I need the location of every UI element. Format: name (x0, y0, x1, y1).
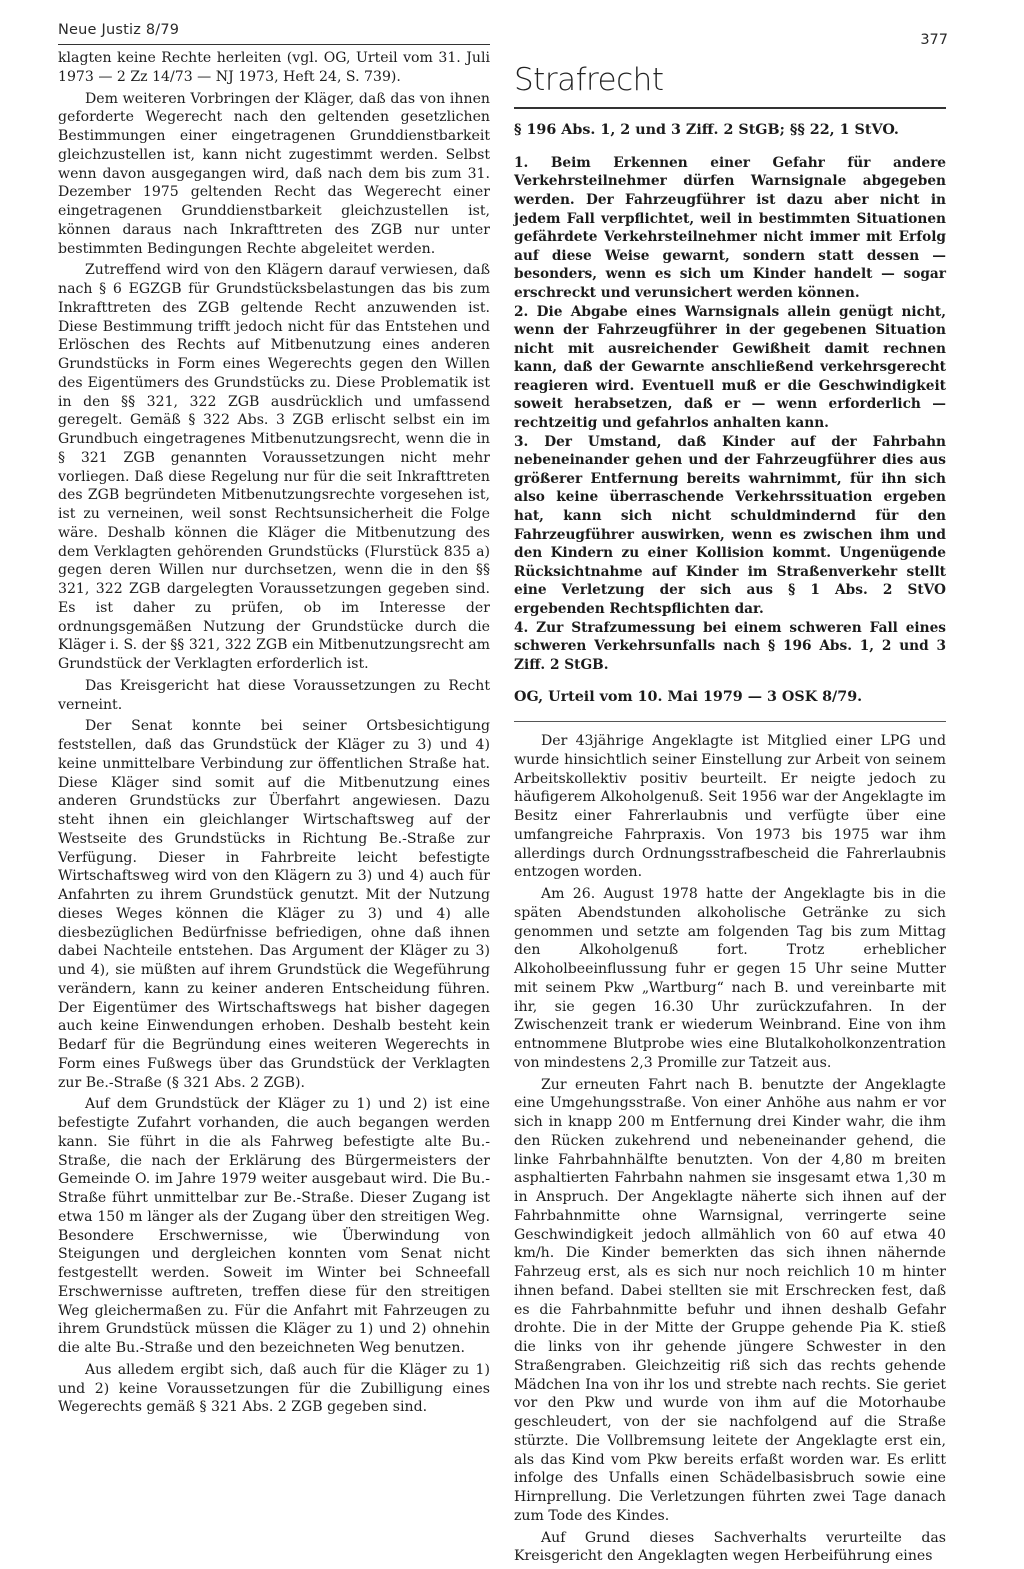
statute-reference: § 196 Abs. 1, 2 und 3 Ziff. 2 StGB; §§ 22, 1 StVO. (514, 122, 899, 138)
left-paragraph: Das Kreisgericht hat diese Voraussetzungen zu Recht verneint. (58, 677, 490, 713)
right-paragraph: Zur erneuten Fahrt nach B. benutzte der Angeklagte eine Umgehungsstraße. Von einer Anhöhe aus nahm er vor sich in knapp 200 m Entfernung drei Kinder wahr, die ihm den Rücken zukehrend und nebeneinander gehend, die linke Fahrbahnhälfte benutzten. Von der 4,80 m breiten asphaltierten Fahrbahn nahmen sie insgesamt etwa 1,30 m in Anspruch. Der Angeklagte näherte sich ihnen auf der Fahrbahnmitte ohne Warnsignal, verringerte seine Geschwindigkeit jedoch allmählich von 60 auf etwa 40 km/h. Die Kinder bemerkten das sich ihnen nähernde Fahrzeug erst, als es sich nur noch reichlich 10 m hinter ihnen befand. Dabei stellten sie mit Erschrecken fest, daß es die Fahrbahnmitte befuhr und ihnen deshalb Gefahr drohte. Die in der Mitte der Gruppe gehende Pia K. stieß die links von ihr gehende jüngere Schwester in den Straßengraben. Gleichzeitig riß sich das rechts gehende Mädchen Ina von ihr los und strebte nach rechts. Sie geriet vor den Pkw und wurde von ihm auf die Motorhaube geschleudert, von der sie nachfolgend auf die Straße stürzte. Die Vollbremsung leitete der Angeklagte erst ein, als das Kind vom Pkw bereits erfaßt worden war. Es erlitt infolge des Unfalls einen Schädelbasisbruch sowie eine Hirnprellung. Die Verletzungen führten zwei Tage danach zum Tode des Kindes. (514, 1076, 946, 1524)
headnote: 3. Der Umstand, daß Kinder auf der Fahrbahn nebeneinander gehen und der Fahrzeugführer dies aus größerer Entfernung bereits wahrnimmt, für ihn sich also keine überraschende Verkehrssituation ergeben hat, kann sich nicht schuldmindernd für den Fahrzeugführer auswirken, wenn es zwischen ihm und den Kindern zu einer Kollision kommt. Ungenügende Rücksichtnahme auf Kinder im Straßenverkehr stellt eine Verletzung der sich aus § 1 Abs. 2 StVO ergebenden Rechtspflichten dar. (514, 433, 946, 617)
citation-rule (514, 721, 946, 722)
left-paragraph: Auf dem Grundstück der Kläger zu 1) und 2) ist eine befestigte Zufahrt vorhanden, die auch begangen werden kann. Sie führt in die als Fahrweg befestigte alte Bu.-Straße, die nach der Erklärung des Bürgermeisters der Gemeinde O. im Jahre 1979 weiter ausgebaut wird. Die Bu.-Straße führt unmittelbar zur Be.-Straße. Dieser Zugang ist etwa 150 m länger als der Zugang über den streitigen Weg. Besondere Erschwernisse, wie Überwindung von Steigungen und dergleichen konnten vom Senat nicht festgestellt werden. Soweit im Winter bei Schneefall Erschwernisse auftreten, treffen diese für den streitigen Weg gleichermaßen zu. Für die Anfahrt mit Fahrzeugen zu ihrem Grundstück müssen die Kläger zu 1) und 2) ohnehin die alte Bu.-Straße und den bezeichneten Weg benutzen. (58, 1096, 490, 1356)
headnote: 2. Die Abgabe eines Warnsignals allein genügt nicht, wenn der Fahrzeugführer in der gegebenen Situation nicht mit ausreichender Gewißheit damit rechnen kann, daß der Gewarnte anschließend verkehrsgerecht reagieren wird. Eventuell muß er die Geschwindigkeit soweit herabsetzen, daß er — wenn erforderlich — rechtzeitig und gefahrlos anhalten kann. (514, 303, 946, 432)
journal-title: Neue Justiz 8/79 (58, 22, 180, 38)
left-paragraph: Aus alledem ergibt sich, daß auch für die Kläger zu 1) und 2) keine Voraussetzungen für die Zubilligung eines Wegerechts gemäß § 321 Abs. 2 ZGB gegeben sind. (58, 1361, 490, 1416)
right-paragraph: Auf Grund dieses Sachverhalts verurteilte das Kreisgericht den Angeklagten wegen Herbeiführung eines (514, 1529, 946, 1565)
left-paragraph: Dem weiteren Vorbringen der Kläger, daß das von ihnen geforderte Wegerecht nach den geltenden gesetzlichen Bestimmungen einer eingetragenen Grunddienstbarkeit gleichzustellen ist, kann nicht zugestimmt werden. Selbst wenn davon ausgegangen wird, daß nach dem bis zum 31. Dezember 1975 geltenden Recht das Wegerecht einer eingetragenen Grunddienstbarkeit gleichzustellen ist, können daraus nach Inkrafttreten des ZGB nur unter bestimmten Bedingungen Rechte abgeleitet werden. (58, 90, 490, 257)
left-paragraph: Zutreffend wird von den Klägern darauf verwiesen, daß nach § 6 EGZGB für Grundstücksbelastungen das bis zum Inkrafttreten des ZGB geltende Recht anzuwenden ist. Diese Bestimmung trifft jedoch nicht für das Entstehen und Erlöschen des Rechts auf Mitbenutzung eines anderen Grundstücks in Form eines Wegerechts gegen den Willen des Eigentümers des Grundstücks zu. Diese Problematik ist in den §§ 321, 322 ZGB ausdrücklich und umfassend geregelt. Gemäß § 322 Abs. 3 ZGB erlischt selbst ein im Grundbuch eingetragenes Mitbenutzungsrecht, wenn die in § 321 ZGB genannten Voraussetzungen nicht mehr vorliegen. Daß diese Regelung nur für die seit Inkrafttreten des ZGB begründeten Mitbenutzungsrechte vorgesehen ist, ist zu verneinen, weil sonst Rechtsunsicherheit die Folge wäre. Deshalb können die Kläger die Mitbenutzung des dem Verklagten gehörenden Grundstücks (Flurstück 835 a) gegen deren Willen nur durchsetzen, wenn die in den §§ 321, 322 ZGB dargelegten Voraussetzungen gegeben sind. Es ist daher zu prüfen, ob im Interesse der ordnungsgemäßen Nutzung der Grundstücke durch die Kläger i. S. der §§ 321, 322 ZGB ein Mitbenutzungsrecht am Grundstück der Verklagten erforderlich ist. (58, 262, 490, 672)
left-paragraph: klagten keine Rechte herleiten (vgl. OG, Urteil vom 31. Juli 1973 — 2 Zz 14/73 — NJ 1973, Heft 24, S. 739). (58, 50, 490, 85)
page-number: 377 (920, 32, 948, 48)
headnote: 4. Zur Strafzumessung bei einem schweren Fall eines schweren Verkehrsunfalls nach § 196 Abs. 1, 2 und 3 Ziff. 2 StGB. (514, 619, 946, 673)
headnotes (514, 154, 946, 675)
section-title: Strafrecht (514, 62, 664, 98)
left-paragraph: Der Senat konnte bei seiner Ortsbesichtigung feststellen, daß das Grundstück der Kläger zu 3) und 4) keine unmittelbare Verbindung zur öffentlichen Straße hat. Diese Kläger sind somit auf die Mitbenutzung eines anderen Grundstücks zur Überfahrt angewiesen. Dazu steht ihnen ein gleichlanger Wirtschaftsweg auf der Westseite des Grundstücks in Richtung Be.-Straße zur Verfügung. Dieser in Fahrbreite leicht befestigte Wirtschaftsweg wird von den Klägern zu 3) und 4) auch für Anfahrten zu ihrem Grundstück genutzt. Mit der Nutzung dieses Weges können die Kläger zu 3) und 4) alle diesbezüglichen Bedürfnisse befriedigen, ohne daß ihnen dabei Nachteile entstehen. Das Argument der Kläger zu 3) und 4), sie müßten auf ihrem Grundstück die Wegeführung verändern, kann zu keiner anderen Entscheidung führen. Der Eigentümer des Wirtschaftswegs hat bisher dagegen auch keine Einwendungen erhoben. Deshalb besteht kein Bedarf für die Begründung eines weiteren Wegerechts in Form eines Fußwegs über das Grundstück der Verklagten zur Be.-Straße (§ 321 Abs. 2 ZGB). (58, 718, 490, 1091)
right-column (514, 58, 946, 1569)
section-rule (514, 107, 946, 109)
right-paragraph: Der 43jährige Angeklagte ist Mitglied einer LPG und wurde hinsichtlich seiner Einstellung zur Arbeit von seinem Arbeitskollektiv positiv beurteilt. Er neigte jedoch zu häufigerem Alkoholgenuß. Seit 1956 war der Angeklagte im Besitz einer Fahrerlaubnis und verfügte über eine umfangreiche Fahrpraxis. Von 1973 bis 1975 war ihm allerdings durch Ordnungsstrafbescheid die Fahrerlaubnis entzogen worden. (514, 733, 946, 881)
court-citation: OG, Urteil vom 10. Mai 1979 — 3 OSK 8/79. (514, 689, 863, 706)
right-paragraph: Am 26. August 1978 hatte der Angeklagte bis in die späten Abendstunden alkoholische Getränke zu sich genommen und setzte am folgenden Tag bis zum Mittag den Alkoholgenuß fort. Trotz erheblicher Alkoholbeeinflussung fuhr er gegen 15 Uhr seine Mutter mit seinem Pkw „Wartburg“ nach B. und vereinbarte mit ihr, sie gegen 16.30 Uhr zurückzufahren. In der Zwischenzeit trank er wiederum Weinbrand. Eine von ihm entnommene Blutprobe wies eine Blutalkoholkonzentration von mindestens 2,3 Promille zur Tatzeit aus. (514, 886, 946, 1071)
headnote: 1. Beim Erkennen einer Gefahr für andere Verkehrsteilnehmer dürfen Warnsignale abgegeben werden. Der Fahrzeugführer ist dazu aber nicht in jedem Fall verpflichtet, weil in bestimmten Situationen gefährdete Verkehrsteilnehmer nicht immer mit Erfolg auf diese Weise gewarnt, sondern statt dessen — besonders, wenn es sich um Kinder handelt — sogar erschreckt und verunsichert werden können. (514, 154, 946, 301)
header-rule (58, 44, 490, 45)
left-column (58, 49, 490, 1420)
